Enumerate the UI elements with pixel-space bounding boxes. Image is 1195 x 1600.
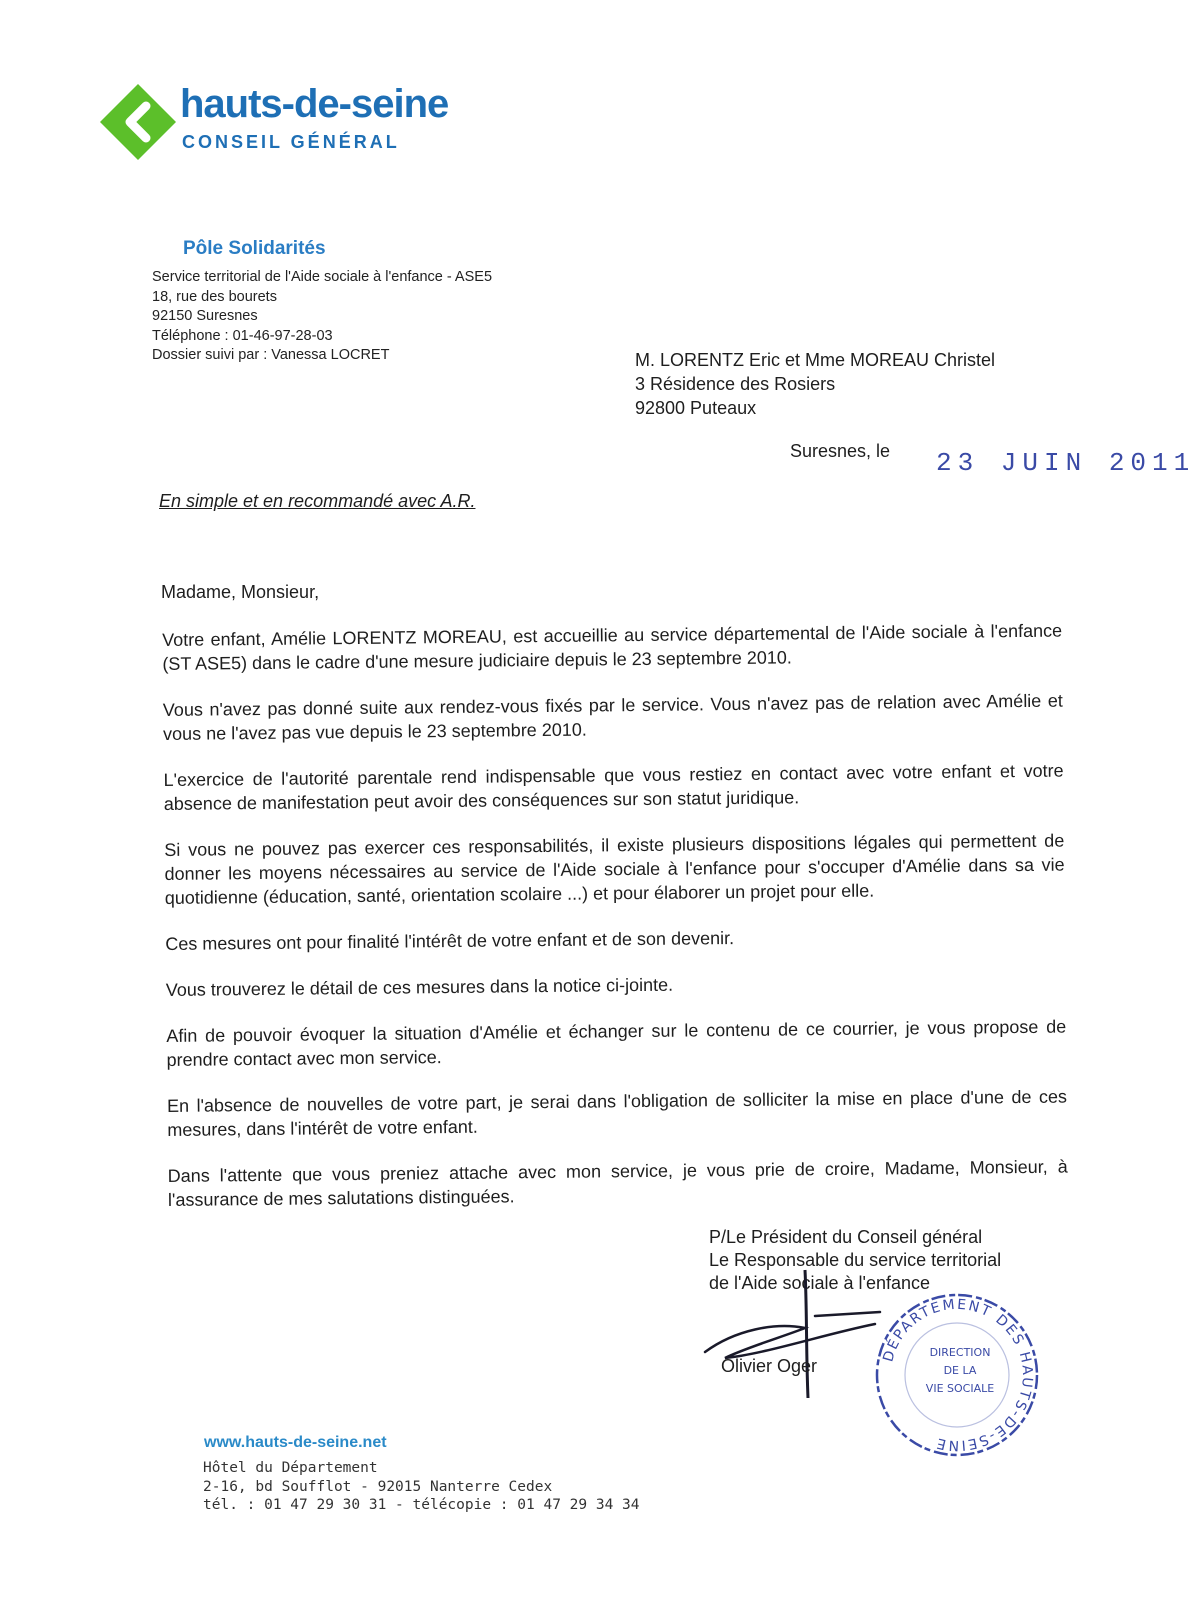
recipient-street: 3 Résidence des Rosiers (635, 374, 836, 394)
paragraph: Vous trouverez le détail de ces mesures dans la notice ci-jointe. (165, 974, 674, 1000)
sender-address (152, 268, 492, 366)
footer-contact: tél. : 01 47 29 30 31 - télécopie : 01 47 29 34 34 (203, 1497, 640, 1513)
paragraph: Dans l'attente que vous preniez attache avec mon service, je vous prie de croire, Madame, Monsieur, à l'assurance de mes salutations distinguées. (167, 1156, 1068, 1210)
recipient-city: 92800 Puteaux (635, 398, 757, 418)
paragraph: Si vous ne pouvez pas exercer ces responsabilités, il existe plusieurs dispositions légales qui permettent de donner les moyens nécessaires au service de l'Aide sociale à l'enfance pour s'occuper d'Amélie dans sa vie quotidienne (éducation, santé, orientation scolaire ...) et pour élaborer un projet pour elle. (164, 830, 1065, 908)
footer-address (203, 1459, 640, 1515)
stamp-line-1: DIRECTION (929, 1346, 991, 1359)
sender-followed-by: Dossier suivi par : Vanessa LOCRET (152, 347, 390, 363)
paragraph: En l'absence de nouvelles de votre part, je serai dans l'obligation de solliciter la mise en place d'une de ces mesures, dans l'intérêt de votre enfant. (166, 1086, 1068, 1140)
signer-name: Olivier Oger (721, 1356, 818, 1376)
department-heading: Pôle Solidarités (183, 238, 326, 259)
signature-line-1: P/Le Président du Conseil général (709, 1227, 983, 1247)
signature-line-2: Le Responsable du service territorial (709, 1250, 1002, 1270)
letter-body (162, 619, 1068, 1234)
logo-diamond-icon (98, 82, 178, 162)
footer-street: 2-16, bd Soufflot - 92015 Nanterre Cedex (203, 1478, 553, 1495)
sender-phone: Téléphone : 01-46-97-28-03 (152, 327, 333, 344)
logo-subtitle: CONSEIL GÉNÉRAL (182, 132, 400, 152)
paragraph: Votre enfant, Amélie LORENTZ MOREAU, est accueillie au service départemental de l'Aide sociale à l'enfance (ST ASE5) dans le cadre d'une mesure judiciaire depuis le 23 septembre 2010. (162, 620, 1063, 674)
recipient-name: M. LORENTZ Eric et Mme MOREAU Christel (635, 350, 996, 370)
sender-service: Service territorial de l'Aide sociale à l'enfance - ASE5 (152, 269, 493, 285)
sender-city: 92150 Suresnes (152, 308, 258, 324)
delivery-mode: En simple et en recommandé avec A.R. (159, 491, 476, 511)
signature-line-3: de l'Aide sociale à l'enfance (709, 1273, 931, 1293)
official-stamp (872, 1290, 1042, 1460)
place-label: Suresnes, le (790, 441, 891, 461)
footer-building: Hôtel du Département (203, 1460, 378, 1476)
paragraph: Afin de pouvoir évoquer la situation d'Amélie et échanger sur le contenu de ce courrier, je vous propose de prendre contact avec mon service. (166, 1016, 1067, 1070)
stamp-ring-text: DÉPARTEMENT DES HAUTS-DE-SEINE (880, 1296, 1036, 1454)
stamp-line-3: VIE SOCIALE (925, 1382, 995, 1395)
paragraph: L'exercice de l'autorité parentale rend indispensable que vous restiez en contact avec votre enfant et votre absence de manifestation peut avoir des conséquences sur son statut juridique. (163, 760, 1064, 814)
stamp-line-2: DE LA (943, 1364, 977, 1377)
date-stamp: 23 JUIN 2011 (936, 448, 1195, 478)
logo-title: hauts-de-seine (180, 82, 449, 126)
recipient-address (635, 348, 995, 420)
sender-street: 18, rue des bourets (152, 288, 277, 305)
paragraph: Ces mesures ont pour finalité l'intérêt de votre enfant et de son devenir. (165, 928, 735, 954)
footer-website: www.hauts-de-seine.net (204, 1434, 387, 1451)
paragraph: Vous n'avez pas donné suite aux rendez-vous fixés par le service. Vous n'avez pas de relation avec Amélie et vous ne l'avez pas vue depuis le 23 septembre 2010. (162, 690, 1063, 744)
salutation: Madame, Monsieur, (161, 582, 320, 602)
